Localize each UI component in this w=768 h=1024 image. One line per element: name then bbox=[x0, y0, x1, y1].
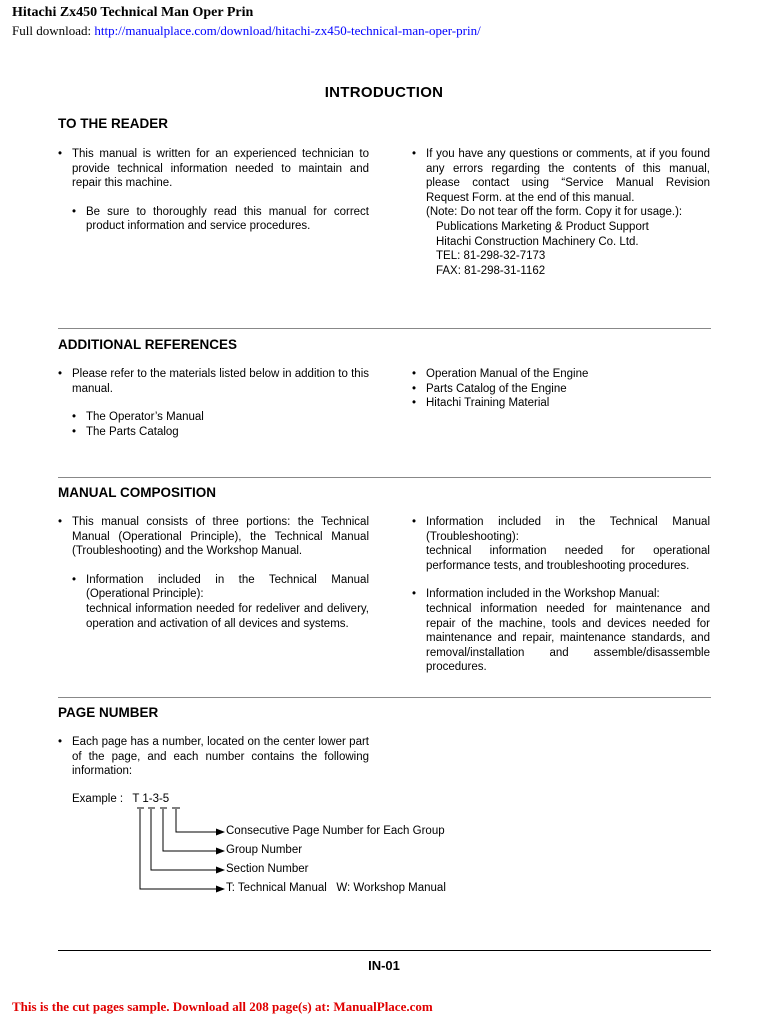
arrow-head bbox=[216, 829, 225, 836]
section-title-to-the-reader: TO THE READER bbox=[58, 116, 169, 131]
list-item: • Be sure to thoroughly read this manual for correct product information and service procedures. bbox=[58, 205, 369, 234]
contact-line: TEL: 81-298-32-7173 bbox=[436, 250, 546, 263]
list-item-body: technical information needed for redeliver and delivery, operation and activation of all devices and systems. bbox=[86, 602, 369, 630]
connector-line bbox=[140, 809, 218, 889]
note-text: (Note: Do not tear off the form. Copy it for usage.): bbox=[426, 206, 683, 219]
connector-line bbox=[176, 809, 218, 832]
list-item-body: technical information needed for operational performance tests, and troubleshooting procedures. bbox=[426, 545, 710, 572]
list-item: • Information included in the Technical Manual (Troubleshooting): bbox=[412, 515, 710, 544]
list-item: • The Parts Catalog bbox=[58, 425, 369, 440]
diagram-label: T: Technical Manual W: Workshop Manual bbox=[226, 882, 446, 894]
arrow-head bbox=[216, 848, 225, 855]
list-item: • Information included in the Technical Manual (Operational Principle): bbox=[58, 573, 369, 602]
list-item: • If you have any questions or comments, at if you found any errors regarding the contents of this manual, please contact using “Service Manual Revision Request Form. at the end of this manual. bbox=[412, 147, 710, 205]
list-item: • This manual is written for an experienced technician to provide technical information needed to maintain and repair this machine. bbox=[58, 147, 369, 191]
connector-line bbox=[163, 809, 218, 851]
section-title-additional-references: ADDITIONAL REFERENCES bbox=[58, 337, 238, 352]
arrow-head bbox=[216, 886, 225, 893]
contact-line: Publications Marketing & Product Support bbox=[436, 220, 649, 233]
document-title: Hitachi Zx450 Technical Man Oper Prin bbox=[12, 5, 254, 20]
connector-line bbox=[151, 809, 218, 870]
example-code: T 1-3-5 bbox=[132, 793, 170, 805]
page-number: IN-01 bbox=[368, 958, 400, 973]
diagram-label: Section Number bbox=[226, 863, 309, 875]
arrow-head bbox=[216, 867, 225, 874]
diagram-label: Consecutive Page Number for Each Group bbox=[226, 825, 445, 837]
footer-notice: This is the cut pages sample. Download all 208 page(s) at: ManualPlace.com bbox=[12, 999, 433, 1014]
contact-line: FAX: 81-298-31-1162 bbox=[436, 264, 546, 277]
example-label: Example : bbox=[72, 793, 124, 805]
list-item: • This manual consists of three portions: the Technical Manual (Operational Principle), the Technical Manual (Troubleshooting) and the Workshop Manual. bbox=[58, 515, 369, 559]
list-item: • Operation Manual of the Engine bbox=[412, 367, 710, 382]
contact-line: Hitachi Construction Machinery Co. Ltd. bbox=[436, 235, 639, 248]
download-link[interactable]: http://manualplace.com/download/hitachi-zx450-technical-man-oper-prin/ bbox=[94, 23, 481, 38]
download-label: Full download: bbox=[12, 23, 92, 38]
list-item: • Hitachi Training Material bbox=[412, 396, 710, 411]
list-item: • Each page has a number, located on the center lower part of the page, and each number contains the following information: bbox=[58, 735, 369, 779]
list-item: • Please refer to the materials listed below in addition to this manual. bbox=[58, 367, 369, 396]
section-title-page-number: PAGE NUMBER bbox=[58, 705, 159, 720]
page-heading: INTRODUCTION bbox=[324, 84, 444, 101]
list-item: • Parts Catalog of the Engine bbox=[412, 382, 710, 397]
list-item: • The Operator’s Manual bbox=[58, 410, 369, 425]
section-title-manual-composition: MANUAL COMPOSITION bbox=[58, 485, 216, 500]
footer-divider bbox=[58, 950, 711, 951]
list-item-body: technical information needed for maintenance and repair of the machine, tools and devices needed for maintenance and repair, maintenance standards, and removal/installation and assemble/disassemble procedures. bbox=[426, 602, 710, 674]
diagram-label: Group Number bbox=[226, 844, 303, 856]
list-item: • Information included in the Workshop Manual: bbox=[412, 587, 710, 602]
